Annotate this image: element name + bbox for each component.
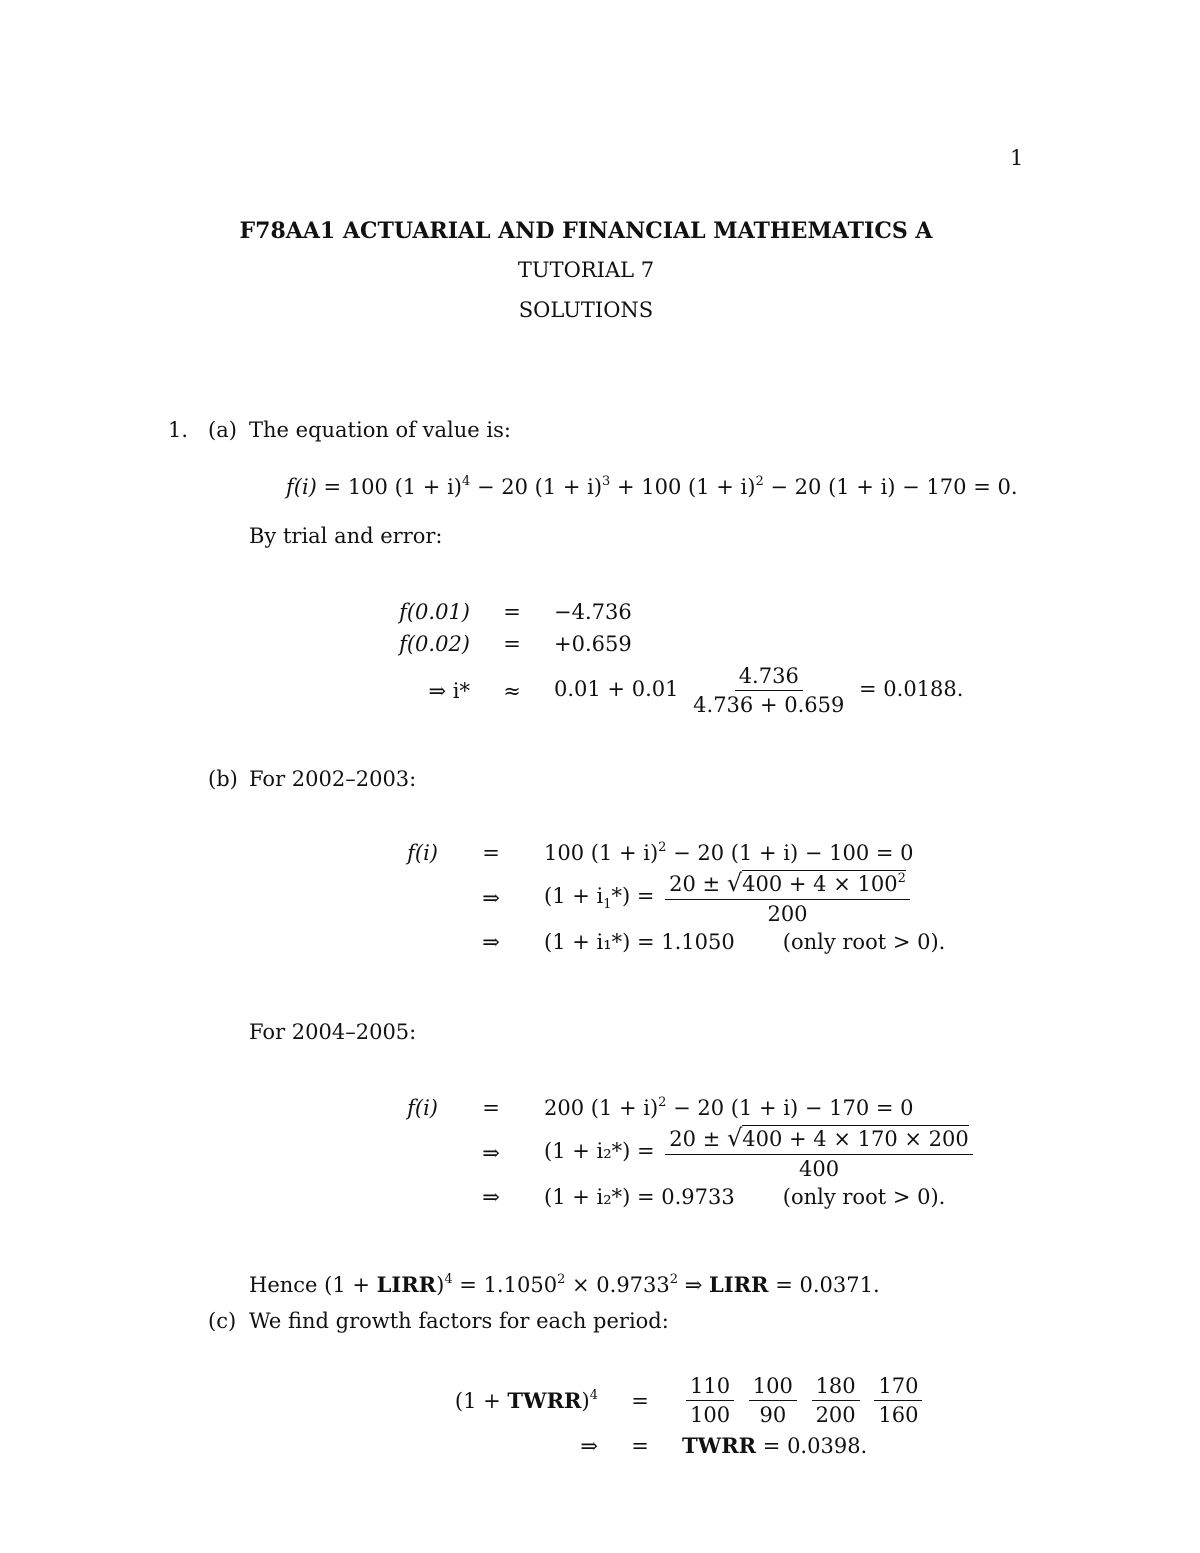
twrr-r2-lhs: ⇒ bbox=[580, 1433, 598, 1458]
p1-r2 bbox=[544, 869, 945, 926]
part-b-intro2: For 2004–2005: bbox=[249, 1020, 417, 1044]
p1-r2-sub: 1 bbox=[603, 897, 612, 912]
growth-den-4: 160 bbox=[878, 1403, 919, 1427]
p2-rhs-b: − 20 (1 + i) − 170 = 0 bbox=[666, 1096, 914, 1120]
row3-lhs: ⇒ i* bbox=[428, 678, 470, 703]
p2-rhs-exp: 2 bbox=[658, 1095, 667, 1110]
p1-r3-note: (only root > 0). bbox=[782, 930, 946, 954]
eq-part2: − 20 (1 + i) bbox=[470, 475, 603, 499]
eq-lhs: f(i) bbox=[286, 475, 317, 499]
document-title: F78AA1 ACTUARIAL AND FINANCIAL MATHEMATICS A bbox=[239, 218, 933, 244]
row2-rhs: +0.659 bbox=[554, 632, 632, 656]
twrr-equations bbox=[448, 1374, 926, 1458]
growth-fraction-3 bbox=[812, 1374, 860, 1427]
p1-rhs-a: 100 (1 + i) bbox=[544, 841, 659, 865]
row3-pre: 0.01 + 0.01 bbox=[554, 677, 679, 701]
p1-den: 200 bbox=[767, 902, 808, 926]
row1-rel: = bbox=[503, 600, 521, 624]
page-number: 1 bbox=[1010, 146, 1024, 170]
twrr-lhs-exp: 4 bbox=[589, 1388, 598, 1403]
part-b-label: (b) bbox=[208, 767, 238, 791]
hence-mid: ) bbox=[436, 1273, 445, 1297]
growth-fraction-2 bbox=[749, 1374, 797, 1427]
p2-rhs bbox=[544, 1095, 977, 1120]
p1-r2-rel: ⇒ bbox=[482, 885, 500, 910]
p1-r3-rel: ⇒ bbox=[482, 930, 500, 954]
p1-num-rad: 400 + 4 × 100 bbox=[742, 872, 898, 896]
row3-post: = 0.0188. bbox=[859, 677, 964, 701]
sqrt-icon: √ bbox=[726, 1124, 743, 1152]
growth-num-4: 170 bbox=[874, 1374, 922, 1401]
growth-num-2: 100 bbox=[749, 1374, 797, 1401]
eq-exp2: 3 bbox=[602, 474, 611, 489]
part-b-intro1: For 2002–2003: bbox=[249, 767, 417, 791]
twrr-lhs bbox=[448, 1388, 598, 1413]
part-c-label: (c) bbox=[208, 1309, 237, 1333]
eq-part1: = 100 (1 + i) bbox=[316, 475, 462, 499]
twrr-lhs-twrr: TWRR bbox=[507, 1388, 582, 1413]
growth-num-1: 110 bbox=[686, 1374, 734, 1401]
part-a-intro: The equation of value is: bbox=[249, 418, 511, 442]
p2-rel: = bbox=[482, 1095, 500, 1120]
p2-den: 400 bbox=[798, 1157, 840, 1181]
p1-r2-after: *) = bbox=[611, 884, 655, 908]
row1-lhs: f(0.01) bbox=[399, 600, 470, 624]
eq-part4: − 20 (1 + i) − 170 = 0. bbox=[763, 475, 1018, 499]
quadratic-fraction-1 bbox=[665, 869, 910, 926]
twrr-result-label: TWRR bbox=[682, 1433, 757, 1458]
eq-part3: + 100 (1 + i) bbox=[610, 475, 756, 499]
row3-rhs bbox=[554, 664, 963, 717]
document-subtitle-solutions: SOLUTIONS bbox=[518, 298, 654, 322]
hence-exp2a: 2 bbox=[557, 1272, 566, 1287]
p1-r2-lhs: (1 + i bbox=[544, 884, 604, 908]
p1-num-pre: 20 ± bbox=[669, 872, 721, 896]
eq-exp3: 2 bbox=[755, 474, 764, 489]
hence-eq: = 1.1050 bbox=[452, 1273, 558, 1297]
p1-num-exp: 2 bbox=[897, 871, 906, 886]
document-subtitle: TUTORIAL 7 bbox=[517, 258, 655, 282]
growth-den-1: 100 bbox=[690, 1403, 731, 1427]
twrr-lhs-a: (1 + bbox=[454, 1389, 508, 1413]
hence-arrow: ⇒ bbox=[678, 1273, 710, 1297]
p2-num-rad: 400 + 4 × 170 × 200 bbox=[742, 1127, 969, 1151]
growth-den-2: 90 bbox=[759, 1403, 787, 1427]
sqrt-icon: √ bbox=[726, 869, 743, 897]
p1-rhs-b: − 20 (1 + i) − 100 = 0 bbox=[666, 841, 914, 865]
row3-rel: ≈ bbox=[503, 678, 521, 703]
part-a-label: (a) bbox=[208, 418, 237, 442]
p1-r3-text: (1 + i₁*) = 1.1050 bbox=[544, 930, 735, 954]
hence-times: × 0.9733 bbox=[565, 1273, 670, 1297]
p2-r2-lhs: (1 + i₂*) = bbox=[544, 1139, 655, 1163]
p2-num-pre: 20 ± bbox=[669, 1127, 721, 1151]
p2-r2 bbox=[544, 1124, 977, 1181]
hence-exp2b: 2 bbox=[669, 1272, 679, 1287]
question-number: 1. bbox=[168, 418, 189, 442]
growth-fraction-1 bbox=[686, 1374, 734, 1427]
hence-exp4: 4 bbox=[444, 1272, 453, 1287]
twrr-result bbox=[682, 1433, 926, 1458]
p1-rhs-exp: 2 bbox=[658, 840, 667, 855]
growth-den-3: 200 bbox=[815, 1403, 856, 1427]
twrr-rel: = bbox=[631, 1388, 649, 1413]
p2-r3-rel: ⇒ bbox=[482, 1185, 500, 1209]
p2-rhs-a: 200 (1 + i) bbox=[544, 1096, 659, 1120]
twrr-r2-rel: = bbox=[631, 1433, 649, 1458]
p1-rhs bbox=[544, 840, 945, 865]
hence-lirr: LIRR bbox=[376, 1272, 437, 1297]
part-c-intro: We find growth factors for each period: bbox=[249, 1309, 669, 1333]
row1-rhs: −4.736 bbox=[554, 600, 632, 624]
equation-of-value bbox=[286, 474, 1018, 499]
twrr-result-value: = 0.0398. bbox=[756, 1434, 868, 1458]
hence-lirr2: LIRR bbox=[709, 1272, 769, 1297]
p2-r3-text: (1 + i₂*) = 0.9733 bbox=[544, 1185, 735, 1209]
p2-lhs: f(i) bbox=[407, 1095, 438, 1120]
fraction-numerator: 4.736 bbox=[735, 664, 803, 691]
growth-factors bbox=[682, 1374, 926, 1427]
quadratic-fraction-2 bbox=[665, 1124, 972, 1181]
fraction-denominator: 4.736 + 0.659 bbox=[693, 693, 845, 717]
row2-rel: = bbox=[503, 632, 521, 656]
growth-num-3: 180 bbox=[812, 1374, 860, 1401]
period2-equations bbox=[378, 1095, 977, 1209]
p2-r3-note: (only root > 0). bbox=[782, 1185, 946, 1209]
row2-lhs: f(0.02) bbox=[399, 632, 470, 656]
p1-lhs: f(i) bbox=[407, 840, 438, 865]
period1-equations bbox=[378, 840, 945, 954]
hence-pre: Hence (1 + bbox=[249, 1273, 377, 1297]
p1-rel: = bbox=[482, 840, 500, 865]
interpolation-fraction bbox=[689, 664, 848, 717]
eq-exp1: 4 bbox=[462, 474, 471, 489]
trial-error-equations bbox=[378, 600, 963, 717]
hence-val: = 0.0371. bbox=[768, 1273, 880, 1297]
trial-error-text: By trial and error: bbox=[249, 524, 443, 548]
twrr-lhs-b: ) bbox=[581, 1389, 590, 1413]
p2-r2-rel: ⇒ bbox=[482, 1140, 500, 1165]
hence-lirr-line bbox=[249, 1272, 880, 1297]
growth-fraction-4 bbox=[874, 1374, 922, 1427]
